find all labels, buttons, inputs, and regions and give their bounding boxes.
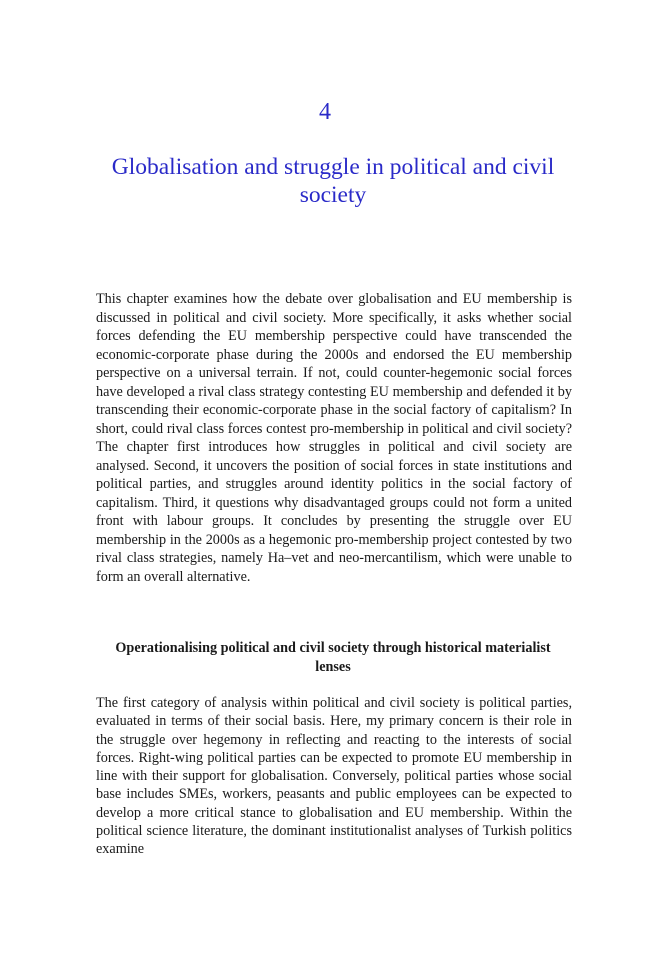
intro-paragraph: This chapter examines how the debate over globalisation and EU membership is discussed in political and civil society. More specifically, it asks whether social forces defending the EU membership perspective could have transcended the economic-corporate phase during the 2000s and endorsed the EU membership perspective on a universal terrain. If not, could counter-hegemonic social forces have developed a rival class strategy contesting EU membership and defended it by transcending their economic-corporate phase in the social factory of capitalism? In short, could rival class forces contest pro-membership in political and civil society? The chapter first introduces how struggles in political and civil society are analysed. Second, it uncovers the position of social forces in state institutions and political parties, and struggles around identity politics in the social factory of capitalism. Third, it questions why disadvantaged groups could not form a united front with labour groups. It concludes by presenting the struggle over EU membership in the 2000s as a hegemonic pro-membership project contested by two rival class strategies, namely Ha–vet and neo-mercantilism, which were unable to form an overall alternative. bbox=[96, 291, 572, 585]
chapter-title: Globalisation and struggle in political and civil society bbox=[111, 154, 555, 208]
section-paragraph: The first category of analysis within political and civil society is political parties, evaluated in terms of their social basis. Here, my primary concern is their role in the struggle over hegemony in reflecting and reacting to the interests of social forces. Right-wing political parties can be expected to promote EU membership in line with their support for globalisation. Conversely, political parties whose social base includes SMEs, workers, peasants and public employees can be expected to develop a more critical stance to globalisation and EU membership. Within the political science literature, the dominant institutionalist analyses of Turkish politics examine bbox=[96, 695, 572, 858]
chapter-number: 4 bbox=[319, 99, 331, 125]
section-heading: Operationalising political and civil society through historical materialist lenses bbox=[115, 640, 551, 675]
